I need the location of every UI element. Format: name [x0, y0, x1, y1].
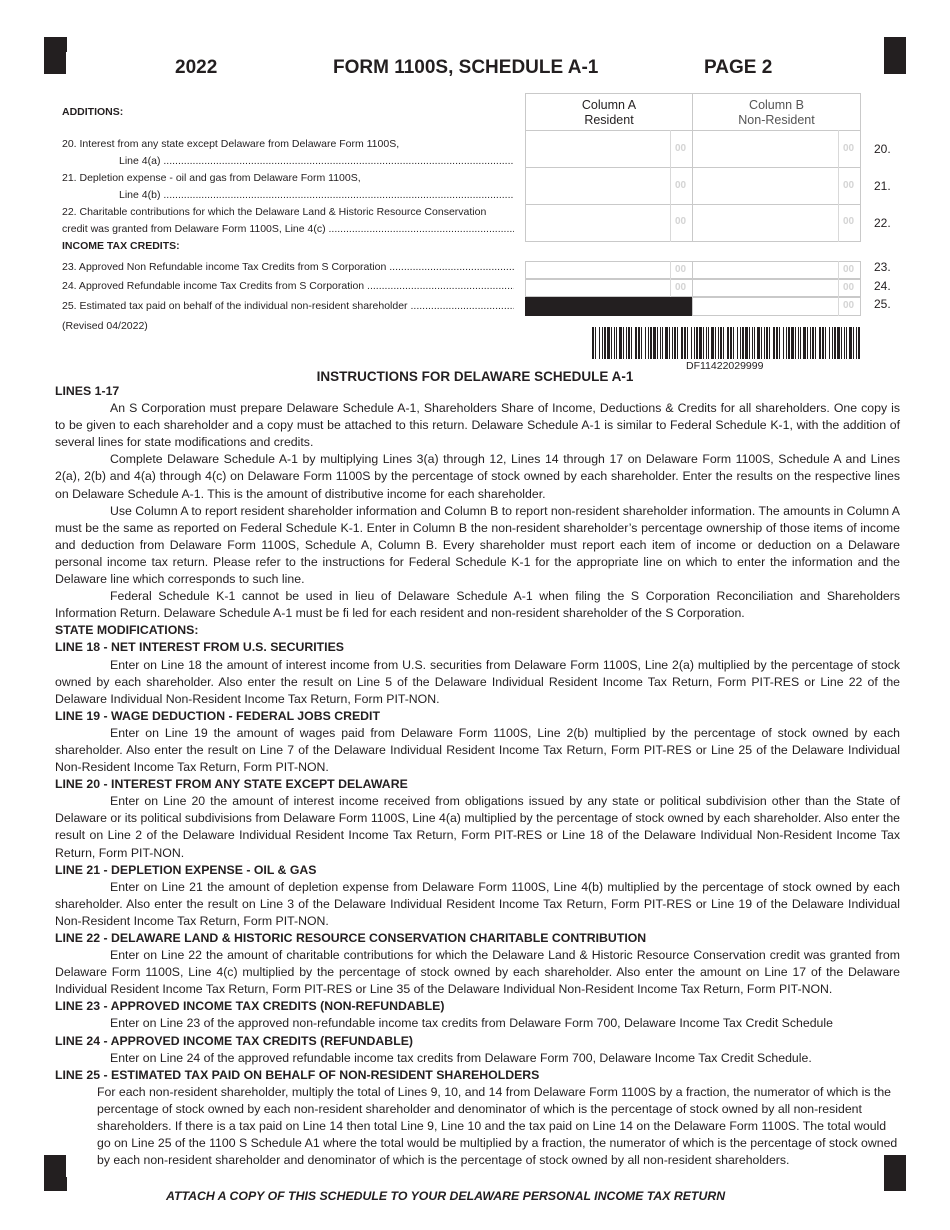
barcode-bar	[761, 327, 762, 359]
line-21-heading: LINE 21 - DEPLETION EXPENSE - OIL & GAS	[55, 862, 317, 877]
column-b-title	[692, 98, 861, 128]
barcode-bar	[635, 327, 637, 359]
form-title: FORM 1100S, SCHEDULE A-1	[333, 57, 599, 78]
barcode-bar	[788, 327, 790, 359]
line-21-instr-text: Enter on Line 21 the amount of depletion expense from Delaware Form 1100S, Line 4(b) multiplied by the percentage of stock owned by each shareholder. Also enter the result on Line 3 of the Delaware Individual Resident Income Tax Return, Form PIT-RES or Line 19 of the Delaware Individual Non-Resident Income Tax Return, Form PIT-NON.	[55, 879, 900, 928]
line-21-number: 21.	[874, 179, 891, 193]
barcode-bar	[677, 327, 678, 359]
barcode-bar	[662, 327, 663, 359]
barcode-id: DF11422029999	[686, 360, 764, 372]
barcode-bar	[812, 327, 814, 359]
barcode-bar	[650, 327, 652, 359]
lines-1-17-paragraph-1: An S Corporation must prepare Delaware Schedule A-1, Shareholders Share of Income, Deductions & Credits for all shareholders. One copy is to be given to each shareholder and a copy must be attached to this return. Delaware Schedule A-1 is similar to Federal Schedule K-1, with the addition of several lines for state modifications and credits.	[55, 401, 900, 450]
line-22-col-a-cents: 00	[675, 216, 687, 227]
barcode-bar	[810, 327, 811, 359]
barcode-bar	[711, 327, 714, 359]
line-21-label	[62, 170, 514, 204]
line-20-ref: Line 4(a) .....	[119, 155, 514, 167]
lines-1-17-paragraph-2: Complete Delaware Schedule A-1 by multiplying Lines 3(a) through 12, Lines 14 through 17 on Delaware Form 1100S, Schedule A and Lines 2(a), 2(b) and 4(a) through 4(c) on Delaware Form 1100S by the percentage of stock owned by each shareholder. Enter the results on the respective lines on Delaware Schedule A-1. This is the amount of distributive income for each shareholder.	[55, 452, 900, 501]
line-21-col-a-cents: 00	[675, 180, 687, 191]
line-24-number: 24.	[874, 279, 891, 293]
col-a-cents-divider	[670, 130, 671, 242]
barcode-bar	[638, 327, 640, 359]
line-25-instr-text: For each non-resident shareholder, multiply the total of Lines 9, 10, and 14 from Delaware Form 1100S by a fraction, the numerator of which is the percentage of stock owned by each non-resident shareholder and denominator of which is the percentage of stock owned by all non-resident shareholders. If there is a tax paid on Line 14 then total Line 9, Line 10 and the tax paid on Line 14 on the Delaware Form 1100S. The total would go on Line 25 of the 1100 S Schedule A1 where the total would be multiplied by a fraction, the numerator of which is the percentage of stock owned by each non-resident shareholder and denominator of which is the percentage of stock owned by all non-resident shareholders.	[97, 1084, 898, 1168]
barcode	[592, 327, 862, 359]
barcode-bar	[730, 327, 732, 359]
barcode-bar	[819, 327, 821, 359]
barcode-bar	[720, 327, 722, 359]
line-20-heading: LINE 20 - INTEREST FROM ANY STATE EXCEPT DELAWARE	[55, 777, 408, 792]
line-22-heading: LINE 22 - DELAWARE LAND & HISTORIC RESOURCE CONSERVATION CHARITABLE CONTRIBUTION	[55, 931, 647, 945]
barcode-bar	[703, 327, 704, 359]
barcode-bar	[757, 327, 760, 359]
line-20-col-b-cents: 00	[843, 143, 855, 154]
barcode-bar	[602, 327, 603, 359]
barcode-bar	[706, 327, 707, 359]
line-23-label	[62, 259, 514, 276]
barcode-bar	[660, 327, 661, 359]
barcode-bar	[841, 327, 842, 359]
line-24-col-b-cents: 00	[843, 282, 855, 293]
income-tax-credits-label: INCOME TAX CREDITS:	[62, 240, 180, 252]
barcode-bar	[853, 327, 854, 359]
lines-1-17-paragraph-4: Federal Schedule K-1 cannot be used in lieu of Delaware Schedule A-1 when filing the S Corporation Reconciliation and Shareholders Information Return. Delaware Schedule A-1 must be fi led for each resident and non-resident shareholder of the S Corporation.	[55, 589, 900, 621]
instructions-body	[55, 383, 900, 1169]
barcode-bar	[837, 327, 840, 359]
barcode-bar	[681, 327, 683, 359]
barcode-bar	[672, 327, 673, 359]
barcode-bar	[674, 327, 676, 359]
col-b-cents-divider	[838, 130, 839, 242]
barcode-bar	[776, 327, 778, 359]
line-25-col-b-input[interactable]	[692, 297, 861, 316]
barcode-bar	[657, 327, 658, 359]
state-modifications-heading: STATE MODIFICATIONS:	[55, 623, 199, 638]
line-20-instr-text: Enter on Line 20 the amount of interest income received from obligations issued by any state or political subdivision other than the State of Delaware or its political subdivisions from Delaware Form 1100S, Line 4(a) multiplied by the percentage of stock owned by each shareholder. Also enter the result on Line 2 of the Delaware Individual Resident Income Tax Return, Form PIT-RES or Line 18 of the Delaware Individual Non-Resident Income Tax Return, Form PIT-NON.	[55, 794, 900, 860]
barcode-bar	[858, 327, 860, 359]
form-year: 2022	[175, 57, 218, 78]
line-21-col-b-cents: 00	[843, 180, 855, 191]
barcode-bar	[779, 327, 780, 359]
column-b-line2: Non-Resident	[738, 113, 815, 127]
barcode-bar	[737, 327, 738, 359]
line-25-heading: LINE 25 - ESTIMATED TAX PAID ON BEHALF OF NON-RESIDENT SHAREHOLDERS	[55, 1067, 540, 1082]
barcode-bar	[783, 327, 784, 359]
barcode-bar	[727, 327, 729, 359]
line-23-text: 23. Approved Non Refundable income Tax Credits from S Corporation .....	[62, 261, 514, 273]
barcode-bar	[611, 327, 612, 359]
line-18-text: Enter on Line 18 the amount of interest income from U.S. securities from Delaware Form 1100S, Line 2(a) multiplied by the percentage of stock owned by each shareholder. Also enter the result on Line 5 of the Delaware Individual Resident Income Tax Return, Form PIT-RES or Line 22 of the Delaware Individual Non-Resident Income Tax Return, Form PIT-NON.	[55, 657, 900, 706]
barcode-bar	[599, 327, 600, 359]
barcode-bar	[815, 327, 816, 359]
line-20-text: 20. Interest from any state except Delaware from Delaware Form 1100S,	[62, 138, 400, 150]
line-22-label	[62, 204, 514, 238]
barcode-bar	[696, 327, 698, 359]
barcode-bar	[718, 327, 719, 359]
line-20-col-a-input[interactable]	[525, 130, 693, 168]
barcode-bar	[628, 327, 630, 359]
page-number: PAGE 2	[704, 57, 773, 78]
line-22-instr-text: Enter on Line 22 the amount of charitable contributions for which the Delaware Land & Historic Resource Conservation credit was granted from Delaware Form 1100S, Line 4(c) multiplied by the percentage of stock owned by each shareholder. Also enter the amount on Line 17 of the Delaware Individual Resident Income Tax Return, Form PIT-RES or Line 35 of the Delaware Individual Non-Resident Income Tax Return, Form PIT-NON.	[55, 948, 900, 997]
line-23-instr-text: Enter on Line 23 of the approved non-refundable income tax credits from Delaware Form 700, Delaware Income Tax Credit Schedule	[110, 1016, 833, 1031]
line-23-col-b-input[interactable]	[692, 261, 861, 279]
line-24-instr-text: Enter on Line 24 of the approved refundable income tax credits from Delaware Form 700, Delaware Income Tax Credit Schedule.	[110, 1050, 812, 1065]
barcode-bar	[641, 327, 642, 359]
barcode-bar	[846, 327, 847, 359]
barcode-bar	[832, 327, 833, 359]
line-25-text: 25. Estimated tax paid on behalf of the individual non-resident shareholder .....	[62, 300, 514, 312]
line-22-col-b-cents: 00	[843, 216, 855, 227]
barcode-bar	[742, 327, 744, 359]
barcode-bar	[766, 327, 768, 359]
barcode-bar	[653, 327, 656, 359]
barcode-bar	[592, 327, 594, 359]
barcode-bar	[773, 327, 775, 359]
barcode-bar	[800, 327, 801, 359]
barcode-bar	[631, 327, 632, 359]
barcode-bar	[807, 327, 808, 359]
column-a-line2: Resident	[584, 113, 634, 127]
barcode-bar	[595, 327, 596, 359]
line-20-col-b-input[interactable]	[692, 130, 861, 168]
col-b-cents-divider-credits	[838, 261, 839, 316]
barcode-bar	[645, 327, 646, 359]
line-23-col-a-cents: 00	[675, 264, 687, 275]
barcode-bar	[691, 327, 692, 359]
line-22-ref: credit was granted from Delaware Form 1100S, Line 4(c) .....	[62, 223, 514, 235]
barcode-bar	[684, 327, 686, 359]
barcode-bar	[626, 327, 627, 359]
line-23-number: 23.	[874, 260, 891, 274]
corner-mark-top-right	[884, 37, 892, 52]
barcode-bar	[740, 327, 741, 359]
lines-1-17-paragraph-3: Use Column A to report resident shareholder information and Column B to report non-resident shareholder information. The amounts in Column A must be the same as reported on Federal Schedule K-1. Enter in Column B the non-resident shareholder’s percentage ownership of those items of income and deduction from Delaware Form 1100S, Schedule A, Column B. Every shareholder must report each item of income or deduction on a Delaware personal income tax return. Please refer to the instructions for Federal Schedule K-1 for the appropriate line on which to enter the information and the Delaware line which corresponds to such line.	[55, 503, 900, 587]
corner-mark-top-left	[44, 37, 67, 52]
line-24-col-a-input[interactable]	[525, 279, 693, 297]
line-21-text: 21. Depletion expense - oil and gas from Delaware Form 1100S,	[62, 172, 361, 184]
corner-mark-bottom-left	[44, 1177, 67, 1191]
barcode-bar	[607, 327, 610, 359]
barcode-bar	[849, 327, 852, 359]
line-21-ref: Line 4(b) .....	[119, 189, 514, 201]
lines-1-17-heading: LINES 1-17	[55, 384, 120, 398]
line-25-col-a-blocked	[525, 297, 693, 316]
line-25-number: 25.	[874, 297, 891, 311]
column-a-title	[525, 98, 693, 128]
barcode-bar	[745, 327, 748, 359]
barcode-bar	[733, 327, 734, 359]
barcode-bar	[616, 327, 617, 359]
barcode-bar	[754, 327, 755, 359]
line-23-col-a-input[interactable]	[525, 261, 693, 279]
barcode-bar	[687, 327, 688, 359]
line-25-col-b-cents: 00	[843, 300, 855, 311]
line-20-number: 20.	[874, 142, 891, 156]
barcode-bar	[708, 327, 709, 359]
barcode-bar	[715, 327, 716, 359]
barcode-bar	[648, 327, 649, 359]
barcode-bar	[619, 327, 622, 359]
barcode-bar	[834, 327, 836, 359]
line-21-col-a-input[interactable]	[525, 167, 693, 205]
line-24-col-a-cents: 00	[675, 282, 687, 293]
line-20-label	[62, 136, 514, 170]
barcode-bar	[749, 327, 750, 359]
barcode-bar	[604, 327, 606, 359]
line-22-number: 22.	[874, 216, 891, 230]
line-24-heading: LINE 24 - APPROVED INCOME TAX CREDITS (REFUNDABLE)	[55, 1033, 413, 1048]
barcode-bar	[669, 327, 670, 359]
barcode-bar	[764, 327, 765, 359]
barcode-bar	[822, 327, 824, 359]
barcode-bar	[825, 327, 826, 359]
column-b-line1: Column B	[749, 98, 804, 112]
attach-copy-footer: ATTACH A COPY OF THIS SCHEDULE TO YOUR DELAWARE PERSONAL INCOME TAX RETURN	[166, 1189, 726, 1203]
line-25-label	[62, 298, 514, 315]
revised-date: (Revised 04/2022)	[62, 320, 148, 332]
barcode-bar	[752, 327, 753, 359]
barcode-bar	[665, 327, 668, 359]
barcode-bar	[844, 327, 845, 359]
line-21-col-b-input[interactable]	[692, 167, 861, 205]
instructions-title: INSTRUCTIONS FOR DELAWARE SCHEDULE A-1	[316, 369, 634, 384]
line-22-col-b-input[interactable]	[692, 204, 861, 242]
line-24-text: 24. Approved Refundable income Tax Credits from S Corporation .....	[62, 280, 514, 292]
barcode-bar	[623, 327, 624, 359]
line-22-text: 22. Charitable contributions for which the Delaware Land & Historic Resource Conservation	[62, 206, 487, 218]
barcode-bar	[798, 327, 799, 359]
barcode-bar	[795, 327, 796, 359]
barcode-bar	[856, 327, 857, 359]
barcode-bar	[791, 327, 794, 359]
line-24-col-b-input[interactable]	[692, 279, 861, 297]
barcode-bar	[786, 327, 787, 359]
line-23-heading: LINE 23 - APPROVED INCOME TAX CREDITS (NON-REFUNDABLE)	[55, 999, 445, 1014]
col-a-cents-divider-credits	[670, 261, 671, 297]
additions-label: ADDITIONS:	[62, 106, 124, 118]
barcode-bar	[614, 327, 615, 359]
line-19-heading: LINE 19 - WAGE DEDUCTION - FEDERAL JOBS CREDIT	[55, 708, 380, 723]
line-23-col-b-cents: 00	[843, 264, 855, 275]
barcode-bar	[694, 327, 695, 359]
line-24-label	[62, 278, 514, 295]
line-22-col-a-input[interactable]	[525, 204, 693, 242]
barcode-bar	[699, 327, 702, 359]
barcode-bar	[803, 327, 806, 359]
barcode-bar	[829, 327, 830, 359]
column-a-line1: Column A	[581, 98, 637, 112]
barcode-bar	[769, 327, 770, 359]
line-18-heading: LINE 18 - NET INTEREST FROM U.S. SECURITIES	[55, 640, 345, 655]
line-20-col-a-cents: 00	[675, 143, 687, 154]
barcode-bar	[723, 327, 724, 359]
line-19-text: Enter on Line 19 the amount of wages paid from Delaware Form 1100S, Line 2(b) multiplied by the percentage of stock owned by each shareholder. Also enter the result on Line 7 of the Delaware Individual Resident Income Tax Return, Form PIT-RES or Line 25 of the Delaware Individual Non-Resident Income Tax Return, Form PIT-NON.	[55, 725, 900, 775]
